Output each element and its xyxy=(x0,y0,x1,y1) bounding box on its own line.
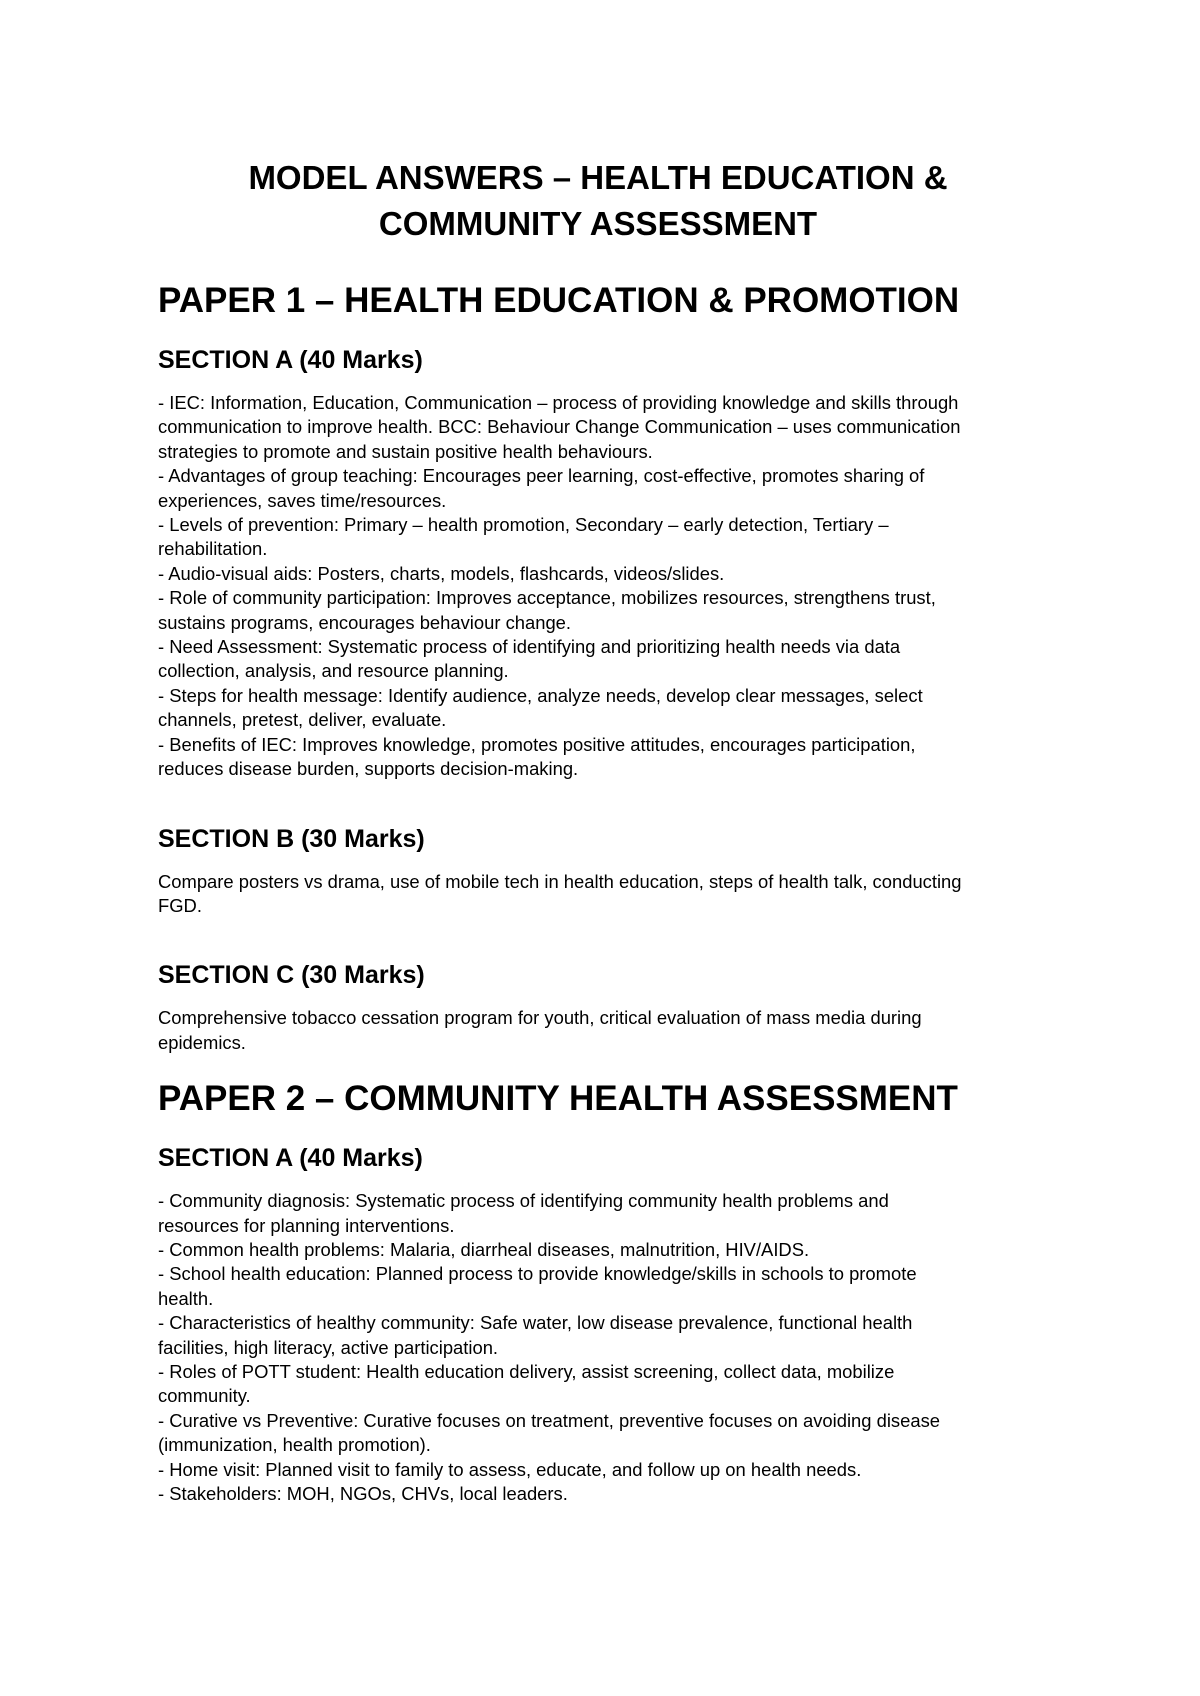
body-line: - Levels of prevention: Primary – health promotion, Secondary – early detection, Tertiary – xyxy=(158,514,889,536)
body-line: epidemics. xyxy=(158,1031,246,1053)
paper-2-section-a-body xyxy=(158,1189,1058,1506)
paper-1-section-a-body xyxy=(158,391,1058,782)
body-line: - Benefits of IEC: Improves knowledge, promotes positive attitudes, encourages participation, xyxy=(158,733,916,755)
body-line: - Home visit: Planned visit to family to assess, educate, and follow up on health needs. xyxy=(158,1458,862,1480)
body-line: FGD. xyxy=(158,894,202,916)
body-line: - Audio-visual aids: Posters, charts, models, flashcards, videos/slides. xyxy=(158,562,725,584)
body-line: health. xyxy=(158,1287,214,1309)
body-line: strategies to promote and sustain positive health behaviours. xyxy=(158,440,653,462)
document-page xyxy=(158,155,1058,1506)
paper-1-section-b-body xyxy=(158,870,1058,919)
body-line: - Steps for health message: Identify audience, analyze needs, develop clear messages, select xyxy=(158,684,923,706)
document-title-line-1: MODEL ANSWERS – HEALTH EDUCATION & xyxy=(248,159,948,196)
document-title xyxy=(158,155,1058,247)
body-line: Comprehensive tobacco cessation program for youth, critical evaluation of mass media during xyxy=(158,1007,922,1029)
paper-1-section-c-body xyxy=(158,1006,1058,1055)
body-line: reduces disease burden, supports decision-making. xyxy=(158,758,579,780)
body-line: community. xyxy=(158,1385,251,1407)
body-line: rehabilitation. xyxy=(158,538,268,560)
paper-1-section-a-heading: SECTION A (40 Marks) xyxy=(158,346,423,374)
body-line: (immunization, health promotion). xyxy=(158,1434,431,1456)
body-line: Compare posters vs drama, use of mobile tech in health education, steps of health talk, conducting xyxy=(158,870,962,892)
body-line: - Roles of POTT student: Health education delivery, assist screening, collect data, mobilize xyxy=(158,1360,895,1382)
paper-1-section-b-heading: SECTION B (30 Marks) xyxy=(158,824,425,853)
body-line: - Role of community participation: Improves acceptance, mobilizes resources, strengthens trust, xyxy=(158,587,936,609)
body-line: experiences, saves time/resources. xyxy=(158,489,447,511)
paper-1-section-c-heading: SECTION C (30 Marks) xyxy=(158,961,425,990)
body-line: collection, analysis, and resource planning. xyxy=(158,660,509,682)
body-line: sustains programs, encourages behaviour change. xyxy=(158,611,572,633)
paper-2-section-a-heading: SECTION A (40 Marks) xyxy=(158,1144,423,1173)
body-line: - School health education: Planned process to provide knowledge/skills in schools to promote xyxy=(158,1263,917,1285)
body-line: - Curative vs Preventive: Curative focuses on treatment, preventive focuses on avoiding disease xyxy=(158,1409,940,1431)
body-line: - Stakeholders: MOH, NGOs, CHVs, local leaders. xyxy=(158,1483,568,1504)
body-line: - Community diagnosis: Systematic process of identifying community health problems and xyxy=(158,1190,889,1212)
body-line: facilities, high literacy, active participation. xyxy=(158,1336,499,1358)
body-line: channels, pretest, deliver, evaluate. xyxy=(158,709,447,731)
paper-1-title: PAPER 1 – HEALTH EDUCATION & PROMOTION xyxy=(158,281,960,320)
body-line: communication to improve health. BCC: Behaviour Change Communication – uses communication xyxy=(158,416,961,438)
body-line: - IEC: Information, Education, Communication – process of providing knowledge and skills through xyxy=(158,392,959,413)
document-title-line-2: COMMUNITY ASSESSMENT xyxy=(378,205,818,242)
body-line: resources for planning interventions. xyxy=(158,1214,455,1236)
body-line: - Common health problems: Malaria, diarrheal diseases, malnutrition, HIV/AIDS. xyxy=(158,1238,810,1260)
body-line: - Advantages of group teaching: Encourages peer learning, cost-effective, promotes sharing of xyxy=(158,465,925,487)
paper-2-title: PAPER 2 – COMMUNITY HEALTH ASSESSMENT xyxy=(158,1079,958,1119)
body-line: - Characteristics of healthy community: Safe water, low disease prevalence, functional health xyxy=(158,1312,913,1334)
body-line: - Need Assessment: Systematic process of identifying and prioritizing health needs via data xyxy=(158,636,901,658)
